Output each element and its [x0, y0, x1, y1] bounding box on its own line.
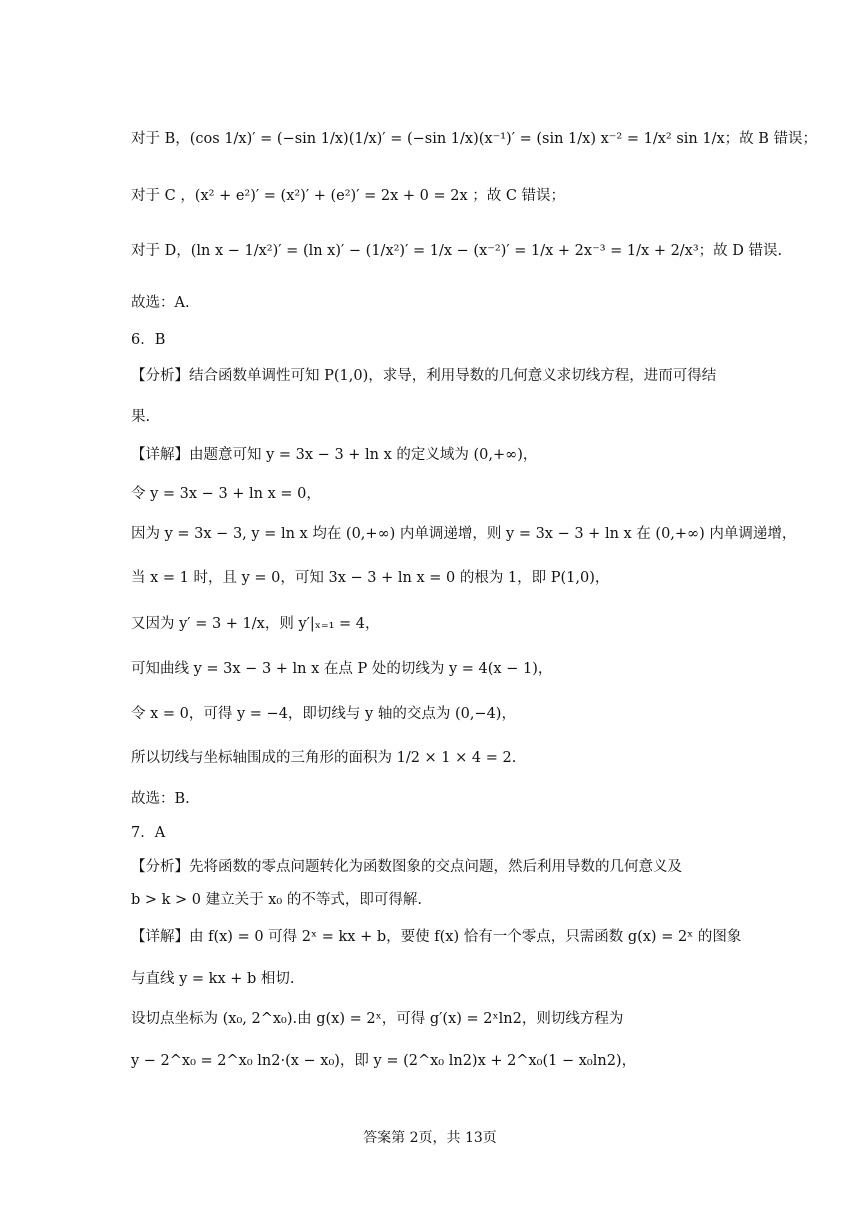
text-line: 令 x = 0，可得 y = −4，即切线与 y 轴的交点为 (0,−4)， — [131, 706, 516, 722]
text-line: 对于 D，(ln x − 1/x²)′ = (ln x)′ − (1/x²)′ = 1/x − (x⁻²)′ = 1/x + 2x⁻³ = 1/x + 2/x³；故 D 错误. — [131, 243, 783, 259]
page-footer: 答案第 2页，共 13页 — [363, 1130, 497, 1146]
detail-heading-line: 【详解】由 f(x) = 0 可得 2ˣ = kx + b，要使 f(x) 恰有一个零点，只需函数 g(x) = 2ˣ 的图象 — [131, 929, 742, 945]
text-line: 故选：A. — [131, 295, 190, 311]
text-line: 对于 C ，(x² + e²)′ = (x²)′ + (e²)′ = 2x + 0 = 2x ；故 C 错误； — [131, 188, 566, 204]
text-line: 故选：B. — [131, 791, 190, 807]
text-line: 对于 B，(cos 1/x)′ = (−sin 1/x)(1/x)′ = (−sin 1/x)(x⁻¹)′ = (sin 1/x) x⁻² = 1/x² sin 1/x；故 B 错误； — [131, 131, 818, 147]
question-number: 7．A — [131, 825, 166, 841]
text-line: 设切点坐标为 (x₀, 2^x₀).由 g(x) = 2ˣ，可得 g′(x) = 2ˣln2，则切线方程为 — [131, 1011, 624, 1027]
text-line: y − 2^x₀ = 2^x₀ ln2·(x − x₀)，即 y = (2^x₀ ln2)x + 2^x₀(1 − x₀ln2)， — [131, 1053, 637, 1069]
text-line: 因为 y = 3x − 3, y = ln x 均在 (0,+∞) 内单调递增，则 y = 3x − 3 + ln x 在 (0,+∞) 内单调递增， — [131, 526, 797, 542]
text-line: 可知曲线 y = 3x − 3 + ln x 在点 P 处的切线为 y = 4(x − 1)， — [131, 661, 553, 677]
analysis-heading-line: 【分析】结合函数单调性可知 P(1,0)，求导，利用导数的几何意义求切线方程，进而可得结 — [131, 368, 717, 384]
text-line: 果. — [131, 409, 151, 425]
text-line: b > k > 0 建立关于 x₀ 的不等式，即可得解. — [131, 892, 422, 908]
text-line: 与直线 y = kx + b 相切. — [131, 971, 295, 987]
text-line: 令 y = 3x − 3 + ln x = 0， — [131, 486, 321, 502]
analysis-heading-line: 【分析】先将函数的零点问题转化为函数图象的交点问题，然后利用导数的几何意义及 — [131, 859, 682, 875]
text-line: 所以切线与坐标轴围成的三角形的面积为 1/2 × 1 × 4 = 2. — [131, 750, 517, 766]
question-number: 6．B — [131, 332, 166, 348]
detail-heading-line: 【详解】由题意可知 y = 3x − 3 + ln x 的定义域为 (0,+∞)， — [131, 447, 538, 463]
text-line: 当 x = 1 时，且 y = 0，可知 3x − 3 + ln x = 0 的根为 1，即 P(1,0)， — [131, 570, 610, 586]
text-line: 又因为 y′ = 3 + 1/x，则 y′|ₓ₌₁ = 4， — [131, 616, 380, 632]
